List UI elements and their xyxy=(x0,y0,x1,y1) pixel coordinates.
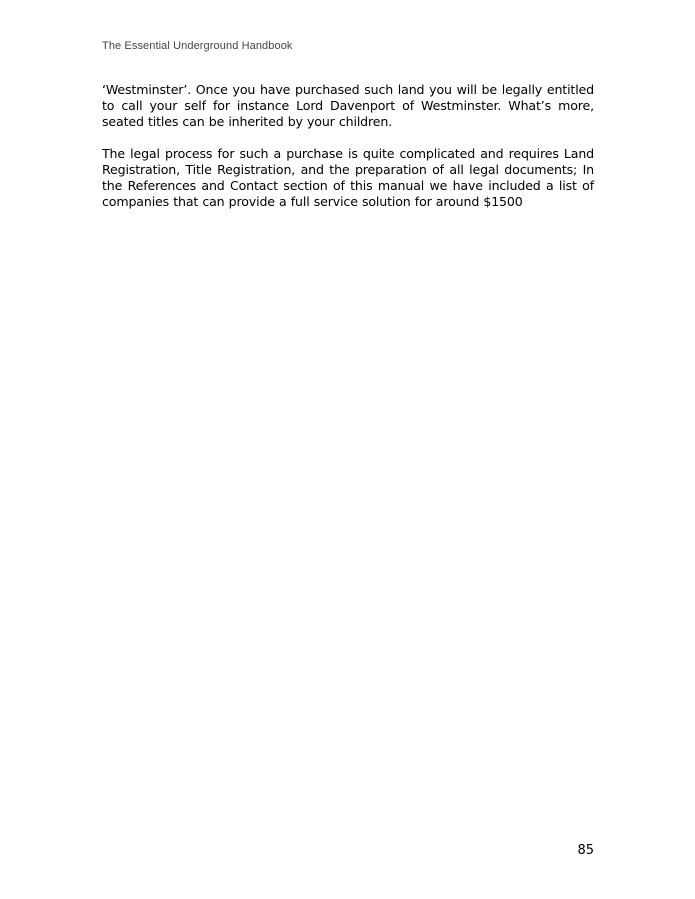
page-body xyxy=(102,82,594,226)
running-header-title: The Essential Underground Handbook xyxy=(102,40,293,52)
page-number: 85 xyxy=(577,843,594,858)
paragraph-westminster-title: ‘Westminster’. Once you have purchased such land you will be legally entitled to call your self for instance Lord Davenport of Westminster. What’s more, seated titles can be inherited by your children. xyxy=(102,82,594,129)
paragraph-legal-process: The legal process for such a purchase is quite complicated and requires Land Registration, Title Registration, and the preparation of all legal documents; In the References and Contact section of this manual we have included a list of companies that can provide a full service solution for around $1500 xyxy=(102,146,594,209)
